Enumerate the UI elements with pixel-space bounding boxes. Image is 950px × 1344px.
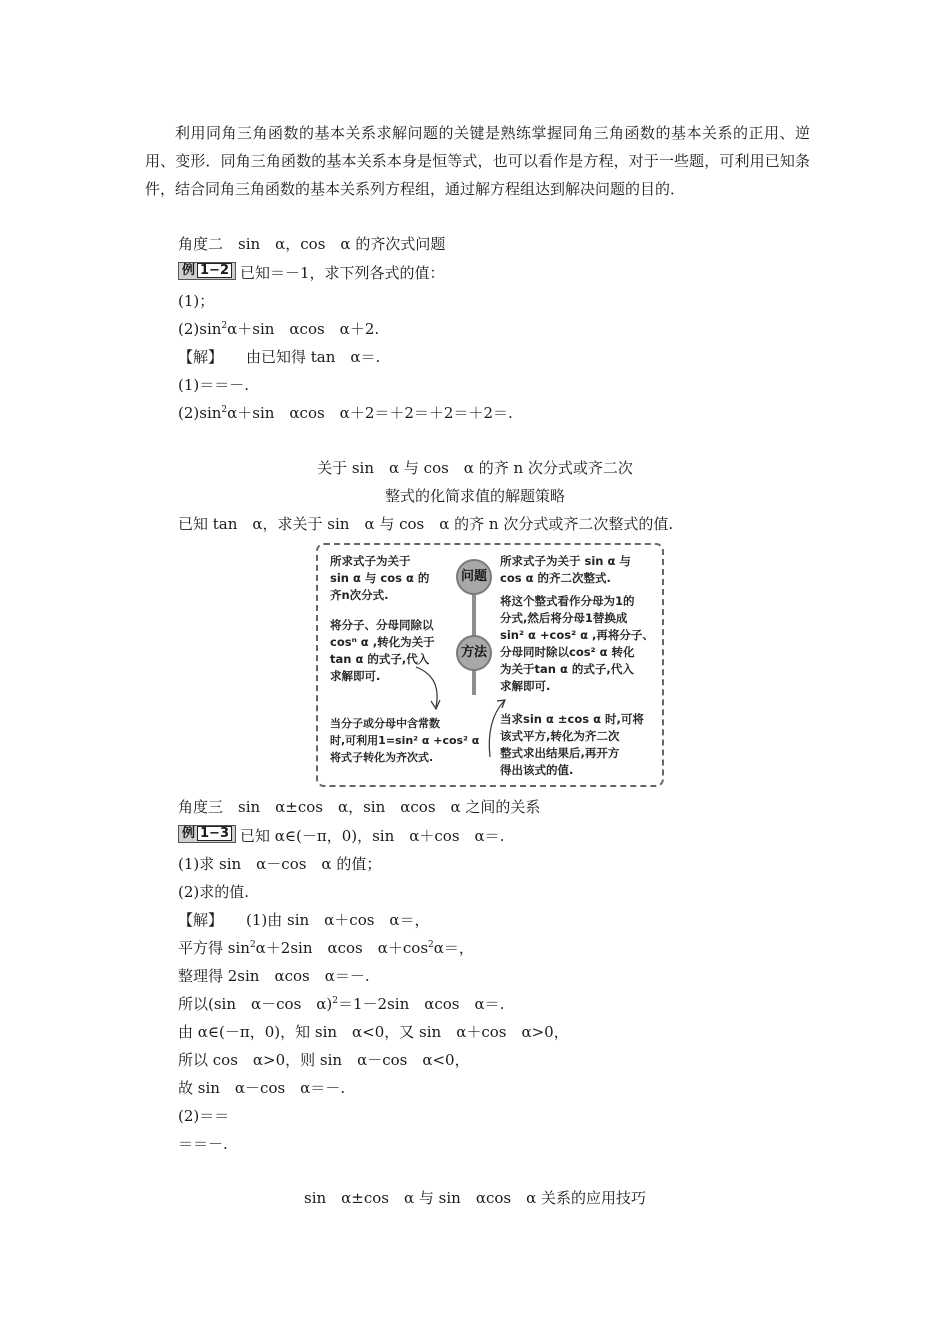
example-tag-number: 1−3: [197, 826, 232, 841]
strategy-diagram: [316, 543, 664, 787]
example-tag-1-3: [178, 825, 236, 843]
example12-prompt: 已知＝－1，求下列各式的值：: [240, 264, 445, 282]
circle-method: 方法: [456, 635, 492, 671]
right-problem-text: 所求式子为关于 sin α 与 cos α 的齐二次整式.: [500, 554, 631, 585]
example12-item1: (1)；: [178, 292, 215, 310]
circle-question: 问题: [456, 559, 492, 595]
strategy-title-line2: 整式的化简求值的解题策略: [384, 487, 565, 505]
right-arrow-icon: [484, 697, 508, 763]
example12-item2: $(2)\sin^2\alpha+\sin$ αcos α＋2.: [178, 320, 380, 338]
example13-solution-text: (1)由 sin α＋cos α＝，: [246, 911, 430, 929]
strategy-intro: 已知 tan α，求关于 sin α 与 cos α 的齐 n 次分式或齐二次整式的值.: [178, 515, 674, 533]
closing-title: sin α±cos α 与 sin αcos α 关系的应用技巧: [304, 1189, 646, 1207]
left-method-text: 将分子、分母同除以 cosⁿ α ,转化为关于 tan α 的式子,代入 求解即可.: [330, 618, 435, 683]
intro-paragraph: 利用同角三角函数的基本关系求解问题的关键是熟练掌握同角三角函数的基本关系的正用、逆用、变形．同角三角函数的基本关系本身是恒等式，也可以看作是方程，对于一些题，可利用已知条件，结合同角三角函数的基本关系列方程组，通过解方程组达到解决问题的目的．: [145, 124, 810, 198]
right-method-text: 将这个整式看作分母为1的 分式,然后将分母1替换成 sin² α +cos² α ,再将分子、 分母同时除以cos² α 转化 为关于tan α 的式子,代入 求解即可.: [500, 594, 654, 693]
left-bottom-text: 当分子或分母中含常数 时,可利用1=sin² α +cos² α 将式子转化为齐次式.: [330, 717, 480, 764]
example13-step1: 平方得 $\sin^2\alpha+2\sin$ αcos $\alpha+\cos^2\alpha=$，: [178, 939, 474, 957]
example13-part2-b: ＝＝－.: [178, 1135, 228, 1153]
example13-step5: 所以 cos α>0，则 sin α－cos α<0，: [178, 1051, 470, 1069]
example13-solution-label: 【解】: [178, 911, 224, 929]
example12-solution1: (1)＝＝－.: [178, 376, 250, 394]
angle3-heading: 角度三 sin α±cos α，sin αcos α 之间的关系: [178, 798, 541, 816]
example-tag-prefix: 例: [182, 263, 196, 278]
right-bottom-text: 当求sin α ±cos α 时,可将 该式平方,转化为齐二次 整式求出结果后,再开方 得出该式的值.: [500, 712, 644, 777]
angle2-heading: 角度二 sin α，cos α 的齐次式问题: [178, 235, 446, 253]
example-tag-1-2: [178, 262, 236, 280]
example12-solution-label: 【解】: [178, 348, 224, 366]
example-tag-number: 1−2: [197, 263, 232, 278]
example12-solution-text: 由已知得 tan α＝.: [246, 348, 381, 366]
example13-step2: 整理得 2sin αcos α＝－.: [178, 967, 370, 985]
strategy-title-line1: 关于 sin α 与 cos α 的齐 n 次分式或齐二次: [317, 459, 633, 477]
example13-item2: (2)求的值.: [178, 883, 250, 901]
example13-step6: 故 sin α－cos α＝－.: [178, 1079, 346, 1097]
example13-item1: (1)求 sin α－cos α 的值；: [178, 855, 382, 873]
example-tag-prefix: 例: [182, 826, 196, 841]
example12-solution2: $(2)\sin^2\alpha+\sin$ αcos α＋2＝＋2＝＋2＝＋2＝.: [178, 404, 513, 422]
example13-part2-a: (2)＝＝: [178, 1107, 230, 1125]
left-problem-text: 所求式子为关于 sin α 与 cos α 的 齐n次分式.: [330, 554, 430, 602]
example13-prompt: 已知 α∈(－π，0)，sin α＋cos α＝.: [240, 827, 505, 845]
left-arrow-icon: [412, 663, 452, 713]
example13-step3: 所以(sin α－cos α)$^2$＝1－2sin αcos α＝.: [178, 995, 505, 1013]
example13-step4: 由 α∈(－π，0)，知 sin α<0，又 sin α＋cos α>0，: [178, 1023, 569, 1041]
